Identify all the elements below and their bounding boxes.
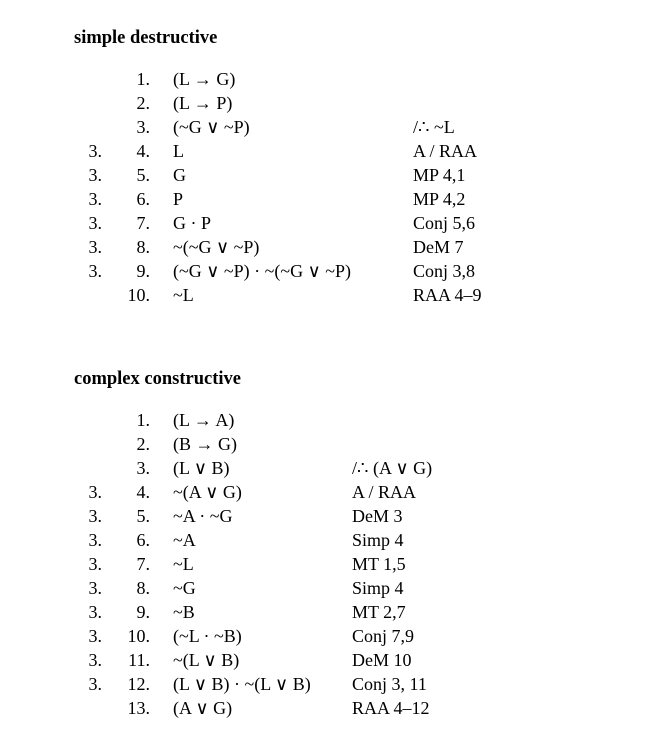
proof-line (0, 69, 672, 93)
line-number: 6. (136, 530, 150, 550)
line-number: 10. (127, 626, 150, 646)
proof-line (0, 141, 672, 165)
justification: Conj 3, 11 (352, 674, 427, 694)
justification: Simp 4 (352, 578, 404, 598)
dependency-number: 3. (88, 141, 102, 161)
formula: L (173, 141, 184, 161)
justification: /∴ ~L (413, 117, 455, 137)
proof-line (0, 602, 672, 626)
proof-line (0, 530, 672, 554)
justification: Conj 7,9 (352, 626, 415, 646)
formula: ~A · ~G (173, 506, 233, 526)
formula: (L ∨ B) (173, 458, 230, 478)
formula: (~G ∨ ~P) (173, 117, 250, 137)
justification: DeM 7 (413, 237, 464, 257)
dependency-number: 3. (88, 578, 102, 598)
dependency-number: 3. (88, 506, 102, 526)
proof-line (0, 434, 672, 458)
dependency-number: 3. (88, 674, 102, 694)
formula: ~G (173, 578, 196, 598)
line-number: 3. (136, 117, 150, 137)
line-number: 1. (136, 69, 150, 89)
line-number: 12. (127, 674, 150, 694)
line-number: 4. (136, 141, 150, 161)
dependency-number: 3. (88, 482, 102, 502)
formula: ~(L ∨ B) (173, 650, 240, 670)
proof-line (0, 285, 672, 309)
proof-line (0, 93, 672, 117)
justification: MP 4,2 (413, 189, 466, 209)
dependency-number: 3. (88, 165, 102, 185)
dependency-number: 3. (88, 261, 102, 281)
formula: P (173, 189, 184, 209)
proof-line (0, 261, 672, 285)
line-number: 3. (136, 458, 150, 478)
line-number: 2. (136, 434, 150, 454)
formula: (~L · ~B) (173, 626, 242, 646)
formula: ~L (173, 285, 194, 305)
formula: ~(A ∨ G) (173, 482, 242, 502)
line-number: 5. (136, 165, 150, 185)
line-number: 2. (136, 93, 150, 113)
line-number: 7. (136, 213, 150, 233)
justification: Simp 4 (352, 530, 404, 550)
formula: (B → G) (173, 434, 237, 454)
line-number: 7. (136, 554, 150, 574)
justification: DeM 10 (352, 650, 412, 670)
line-number: 8. (136, 237, 150, 257)
justification: MT 1,5 (352, 554, 406, 574)
proof-line (0, 554, 672, 578)
dependency-number: 3. (88, 602, 102, 622)
formula: (L → P) (173, 93, 233, 113)
proof-line (0, 117, 672, 141)
justification: MT 2,7 (352, 602, 406, 622)
justification: RAA 4–12 (352, 698, 430, 718)
formula: (L → G) (173, 69, 236, 89)
line-number: 9. (136, 261, 150, 281)
formula: ~B (173, 602, 195, 622)
proof-line (0, 626, 672, 650)
section-heading: simple destructive (74, 28, 218, 48)
justification: Conj 3,8 (413, 261, 476, 281)
proof-line (0, 165, 672, 189)
line-number: 1. (136, 410, 150, 430)
formula: ~A (173, 530, 196, 550)
line-number: 4. (136, 482, 150, 502)
dependency-number: 3. (88, 650, 102, 670)
justification: DeM 3 (352, 506, 403, 526)
proof-line (0, 674, 672, 698)
proof-line (0, 578, 672, 602)
proof-line (0, 506, 672, 530)
dependency-number: 3. (88, 213, 102, 233)
line-number: 9. (136, 602, 150, 622)
justification: A / RAA (352, 482, 417, 502)
line-number: 10. (127, 285, 150, 305)
dependency-number: 3. (88, 554, 102, 574)
line-number: 6. (136, 189, 150, 209)
formula: (L ∨ B) · ~(L ∨ B) (173, 674, 311, 694)
justification: MP 4,1 (413, 165, 466, 185)
line-number: 13. (127, 698, 150, 718)
proof-line (0, 698, 672, 722)
formula: G · P (173, 213, 212, 233)
dependency-number: 3. (88, 189, 102, 209)
proof-line (0, 213, 672, 237)
formula: ~L (173, 554, 194, 574)
proof-line (0, 650, 672, 674)
proof-line (0, 482, 672, 506)
justification: A / RAA (413, 141, 478, 161)
proof-line (0, 458, 672, 482)
dependency-number: 3. (88, 530, 102, 550)
formula: ~(~G ∨ ~P) (173, 237, 260, 257)
section-heading: complex constructive (74, 369, 241, 389)
formula: G (173, 165, 186, 185)
proof-line (0, 410, 672, 434)
proof-line (0, 189, 672, 213)
justification: RAA 4–9 (413, 285, 482, 305)
formula: (L → A) (173, 410, 235, 430)
line-number: 8. (136, 578, 150, 598)
justification: /∴ (A ∨ G) (352, 458, 433, 478)
formula: (~G ∨ ~P) · ~(~G ∨ ~P) (173, 261, 352, 281)
formula: (A ∨ G) (173, 698, 233, 718)
dependency-number: 3. (88, 237, 102, 257)
justification: Conj 5,6 (413, 213, 476, 233)
line-number: 11. (128, 650, 150, 670)
line-number: 5. (136, 506, 150, 526)
proof-line (0, 237, 672, 261)
dependency-number: 3. (88, 626, 102, 646)
